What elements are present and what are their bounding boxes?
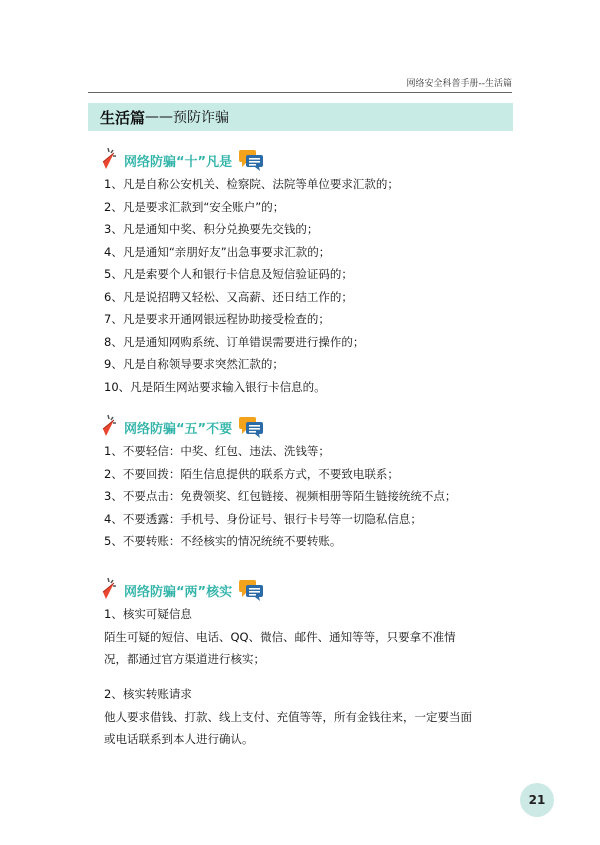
list-item: 8、凡是通知网购系统、订单错误需要进行操作的； — [104, 334, 365, 349]
section-title: 网络防骗“两”核实 — [124, 584, 233, 600]
chapter-dash: —— — [145, 109, 174, 125]
block-line: 或电话联系到本人进行确认。 — [104, 732, 254, 746]
list-ten-never — [104, 173, 504, 398]
verify-block-info — [104, 603, 512, 671]
arrow-target-icon — [88, 412, 118, 442]
list-item: 6、凡是说招聘又轻松、又高薪、还日结工作的； — [104, 289, 353, 304]
arrow-target-icon — [88, 145, 118, 175]
list-item: 9、凡是自称领导要求突然汇款的； — [104, 357, 284, 371]
chat-bubble-icon — [238, 148, 264, 172]
chapter-title: 生活篇 — [100, 108, 146, 127]
section-title: 网络防骗“五”不要 — [124, 421, 233, 437]
list-item: 1、不要轻信：中奖、红包、违法、洗钱等； — [104, 444, 330, 458]
list-item: 2、凡是要求汇款到“安全账户”的； — [104, 199, 285, 214]
header-divider — [88, 92, 512, 93]
list-item: 3、不要点击：免费领奖、红包链接、视频相册等陌生链接统统不点； — [104, 489, 457, 503]
list-item: 5、不要转账：不经核实的情况统统不要转账。 — [104, 534, 342, 548]
section-header-two — [88, 573, 264, 607]
list-item: 4、凡是通知“亲朋好友”出急事要求汇款的； — [104, 244, 331, 259]
list-item: 10、凡是陌生网站要求输入银行卡信息的。 — [104, 379, 326, 394]
block-heading: 2、核实转账请求 — [104, 687, 192, 701]
list-item: 2、不要回拨：陌生信息提供的联系方式，不要致电联系； — [104, 466, 399, 481]
arrow-target-icon — [88, 575, 118, 605]
block-line: 他人要求借钱、打款、线上支付、充值等等，所有金钱往来，一定要当面 — [104, 709, 472, 724]
page-number-badge — [520, 783, 554, 817]
section-header-ten — [88, 143, 264, 177]
running-header: 网络安全科普手册--生活篇 — [406, 79, 512, 89]
section-header-five — [88, 410, 264, 444]
list-item: 3、凡是通知中奖、积分兑换要先交钱的； — [104, 222, 319, 236]
block-line: 陌生可疑的短信、电话、QQ、微信、邮件、通知等等，只要拿不准情 — [104, 629, 456, 644]
list-item: 5、凡是索要个人和银行卡信息及短信验证码的； — [104, 267, 353, 281]
block-line: 况，都通过官方渠道进行核实； — [104, 652, 265, 666]
block-heading: 1、核实可疑信息 — [104, 607, 192, 621]
section-title: 网络防骗“十”凡是 — [124, 154, 233, 170]
chapter-banner — [88, 103, 513, 131]
list-item: 1、凡是自称公安机关、检察院、法院等单位要求汇款的； — [104, 177, 399, 191]
chat-bubble-icon — [238, 415, 264, 439]
verify-block-transfer — [104, 683, 512, 751]
chat-bubble-icon — [238, 578, 264, 602]
list-item: 4、不要透露：手机号、身份证号、银行卡号等一切隐私信息； — [104, 511, 422, 526]
page-number: 21 — [528, 793, 546, 807]
list-item: 7、凡是要求开通网银远程协助接受检查的； — [104, 312, 330, 326]
chapter-subtitle: 预防诈骗 — [173, 110, 230, 126]
list-five-dont — [104, 440, 504, 553]
